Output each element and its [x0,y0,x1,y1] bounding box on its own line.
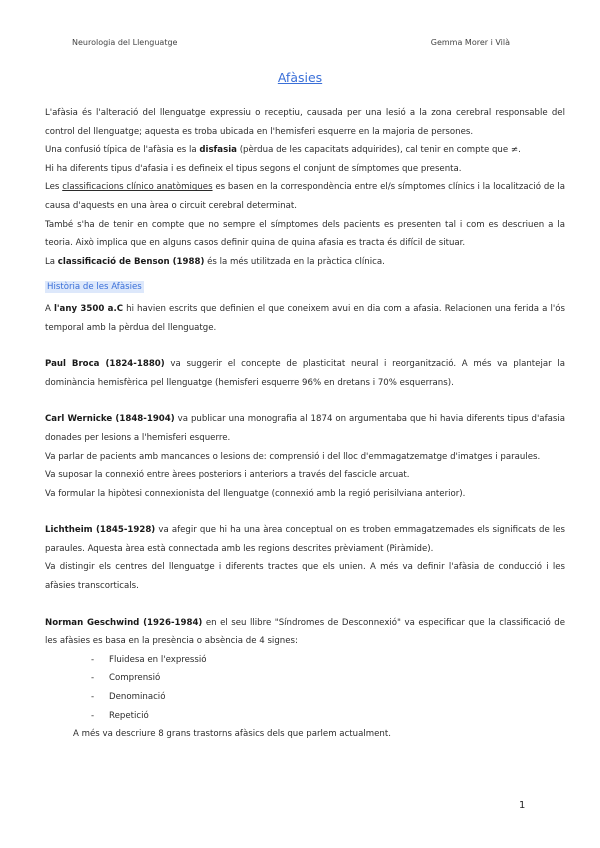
intro-paragraph-1: L'afàsia és l'alteració del llenguatge expressiu o receptiu, causada per una lesió a la zona cerebral responsable del control del llenguatge; aquesta es troba ubicada en l'hemisferi esquerre en la majoria de persones. [45,108,565,137]
list-item: - Comprensió [91,669,565,688]
lichtheim-line-2: Va distingir els centres del llenguatge i diferents tractes que els unien. A més va definir l'afàsia de conducció i les afàsies transcorticals. [45,562,565,592]
intro-paragraph-6 [45,253,565,272]
term-benson: classificació de Benson (1988) [57,256,205,267]
text-run: en el seu llibre "Síndromes de Desconnexió" va especificar que la classificació de les afàsies es basa en la presència o absència de 4 signes: [45,617,566,647]
spacer [45,503,565,521]
text-run: La [45,256,58,267]
history-paragraph-broca [45,355,565,392]
intro-paragraph-3: Hi ha diferents tipus d'afasia i es defineix el tipus segons el conjunt de símptomes que presenta. [45,163,462,174]
text-run: hi havien escrits que definien el que coneixem avui en dia com a afasia. Relacionen una ferida a l'ós temporal amb la pèrdua del llenguatge. [45,303,565,333]
header-left: Neurologia del Llenguatge [72,38,178,47]
list-item: - Repetició [91,707,565,726]
history-paragraph-antiquity [45,300,565,337]
page-title: Afàsies [277,70,323,85]
section-heading-history [45,278,565,297]
intro-paragraph-4 [45,178,565,215]
text-run: va publicar una monografia al 1874 on argumentaba que hi havia diferents tipus d'afasia donades per lesions a l'hemisferi esquerre. [45,414,565,443]
text-run: va afegir que hi ha una àrea conceptual on es troben emmagatzemades els significats de les paraules. Aquesta àrea està connectada amb les regions descrites prèviament (Piràmide). [45,525,566,554]
spacer [45,337,565,355]
text-run: és la més utilitzada en la pràctica clínica. [204,256,385,267]
section-heading-text: Història de les Afàsies [47,282,142,293]
spacer [45,392,565,410]
spacer [45,596,565,614]
text-run: es basen en la correspondència entre el/s símptomes clínics i la localització de la causa d'aquests en una àrea o circuit cerebral determinat. [45,182,565,211]
term-disfasia: disfasia [199,145,237,156]
term-3500: l'any 3500 a.C [53,303,124,314]
text-run: (pèrdua de les capacitats adquirides), cal tenir en compte que ≠. [236,145,521,156]
term-classificacions: classificacions clínico anatòmiques [62,182,213,193]
name-lichtheim: Lichtheim (1845-1928) [45,525,156,536]
intro-paragraph-2 [45,141,565,160]
signs-list [45,651,565,725]
wernicke-line-2: Va parlar de pacients amb mancances o lesions de: comprensió i del lloc d'emmagatzematge d'imatges i paraules. [45,451,541,462]
history-closing: A més va descriure 8 grans trastorns afàsics dels que parlem actualment. [73,729,391,740]
wernicke-line-3: Va suposar la connexió entre àrees posteriors i anteriors a través del fascicle arcuat. [45,470,410,481]
list-item: - Denominació [91,688,565,707]
header-right: Gemma Morer i Vilà [430,38,510,47]
text-run: A [45,303,54,314]
text-run: Una confusió típica de l'afàsia es la [45,145,200,156]
text-run: Les [45,182,63,193]
name-geschwind: Norman Geschwind (1926-1984) [45,617,203,628]
name-wernicke: Carl Wernicke (1848-1904) [45,414,175,425]
history-paragraph-lichtheim [45,521,565,558]
page-number: 1 [519,800,526,811]
list-item: - Fluidesa en l'expressió [91,651,565,670]
wernicke-line-4: Va formular la hipòtesi connexionista del llenguatge (connexió amb la regió perisilviana anterior). [45,488,466,499]
intro-paragraph-5: També s'ha de tenir en compte que no sempre el símptomes dels pacients es presenten tal i com es descriuen a la teoria. Això implica que en alguns casos definir quina de quina afasia es tracta és difícil de situar. [45,219,565,249]
history-paragraph-wernicke [45,410,565,447]
history-paragraph-geschwind [45,614,565,651]
text-run: va suggerir el concepte de plasticitat neural i reorganització. A més va plantejar la dominància hemisfèrica pel llenguatge (hemisferi esquerre 96% en dretans i 70% esquerrans). [45,359,565,388]
document-body [45,104,565,744]
name-broca: Paul Broca (1824-1880) [45,359,165,370]
